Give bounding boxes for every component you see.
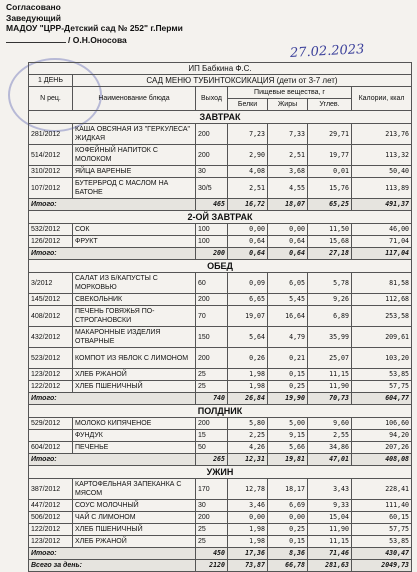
section-total-row [29,548,412,560]
recipe-number: 145/2012 [29,294,73,306]
dish-name: МАКАРОННЫЕ ИЗДЕЛИЯ ОТВАРНЫЕ [73,327,196,348]
proteins-value: 2,51 [228,178,268,199]
section-title: УЖИН [29,466,412,479]
table-row [29,479,412,500]
recipe-number: 432/2012 [29,327,73,348]
approval-title: Согласовано [6,2,61,12]
carbs-value: 34,86 [308,442,352,454]
table-row [29,224,412,236]
recipe-number: 123/2012 [29,536,73,548]
fats-value: 3,68 [268,166,308,178]
carbs-value: 6,89 [308,306,352,327]
total-proteins: 17,36 [228,548,268,560]
dish-name: ПЕЧЕНЬЕ [73,442,196,454]
calories-value: 112,68 [352,294,412,306]
proteins-value: 2,90 [228,145,268,166]
total-proteins: 0,64 [228,248,268,260]
col-carbs: Углев. [308,99,352,111]
section-title: ОБЕД [29,260,412,273]
total-fats: 19,81 [268,454,308,466]
table-row [29,178,412,199]
fats-value: 16,64 [268,306,308,327]
proteins-value: 4,08 [228,166,268,178]
recipe-number: 529/2012 [29,418,73,430]
fats-value: 0,25 [268,381,308,393]
calories-value: 81,58 [352,273,412,294]
carbs-value: 11,90 [308,524,352,536]
section-title: 2-ОЙ ЗАВТРАК [29,211,412,224]
menu-body [29,111,412,572]
recipe-number: 126/2012 [29,236,73,248]
calories-value: 57,75 [352,524,412,536]
day-label: 1 ДЕНЬ [29,75,73,87]
proteins-value: 12,78 [228,479,268,500]
proteins-value: 1,98 [228,524,268,536]
col-recipe: N рец. [29,87,73,111]
dish-name: СОК [73,224,196,236]
dish-name: ХЛЕБ РЖАНОЙ [73,536,196,548]
recipe-number: 122/2012 [29,524,73,536]
dish-output: 25 [196,524,228,536]
calories-value: 71,04 [352,236,412,248]
approval-block [6,2,183,45]
dish-name: КОМПОТ ИЗ ЯБЛОК С ЛИМОНОМ [73,348,196,369]
fats-value: 0,00 [268,512,308,524]
carbs-value: 19,77 [308,145,352,166]
proteins-value: 0,00 [228,224,268,236]
section-title: ПОЛДНИК [29,405,412,418]
fats-value: 0,15 [268,536,308,548]
calories-value: 103,20 [352,348,412,369]
fats-value: 5,66 [268,442,308,454]
total-output: 465 [196,199,228,211]
calories-value: 57,75 [352,381,412,393]
dish-name: СОУС МОЛОЧНЫЙ [73,500,196,512]
approval-position: Заведующий [6,12,62,23]
section-total-row [29,454,412,466]
dish-output: 200 [196,124,228,145]
dish-output: 200 [196,348,228,369]
dish-output: 200 [196,145,228,166]
calories-value: 228,41 [352,479,412,500]
total-output: 450 [196,548,228,560]
menu-table [28,62,412,572]
recipe-number [29,430,73,442]
grand-total-calories: 2049,73 [352,560,412,572]
carbs-value: 2,55 [308,430,352,442]
dish-output: 30/5 [196,178,228,199]
recipe-number: 447/2012 [29,500,73,512]
recipe-number: 408/2012 [29,306,73,327]
total-calories: 430,47 [352,548,412,560]
section-header [29,466,412,479]
total-carbs: 47,01 [308,454,352,466]
fats-value: 0,00 [268,224,308,236]
proteins-value: 1,98 [228,369,268,381]
dish-name: ПЕЧЕНЬ ГОВЯЖЬЯ ПО-СТРОГАНОВСКИ [73,306,196,327]
grand-total-row [29,560,412,572]
calories-value: 113,32 [352,145,412,166]
approval-name: / О.Н.Оносова [68,34,127,45]
section-total-row [29,199,412,211]
proteins-value: 0,64 [228,236,268,248]
table-row [29,294,412,306]
calories-value: 53,85 [352,369,412,381]
dish-name: ЧАЙ С ЛИМОНОМ [73,512,196,524]
total-carbs: 65,25 [308,199,352,211]
calories-value: 94,20 [352,430,412,442]
dish-output: 200 [196,512,228,524]
dish-output: 200 [196,418,228,430]
table-row [29,306,412,327]
dish-name: БУТЕРБРОД С МАСЛОМ НА БАТОНЕ [73,178,196,199]
total-label: Итого: [29,199,196,211]
total-calories: 408,08 [352,454,412,466]
carbs-value: 35,99 [308,327,352,348]
calories-value: 209,61 [352,327,412,348]
dish-output: 100 [196,236,228,248]
grand-total-output: 2120 [196,560,228,572]
total-output: 200 [196,248,228,260]
carbs-value: 9,26 [308,294,352,306]
grand-total-label: Всего за день: [29,560,196,572]
dish-name: ЯЙЦА ВАРЕНЫЕ [73,166,196,178]
total-label: Итого: [29,393,196,405]
fats-value: 18,17 [268,479,308,500]
proteins-value: 7,23 [228,124,268,145]
calories-value: 50,40 [352,166,412,178]
carbs-value: 3,43 [308,479,352,500]
recipe-number: 310/2012 [29,166,73,178]
grand-total-carbs: 281,63 [308,560,352,572]
recipe-number: 281/2012 [29,124,73,145]
signature-line [6,34,66,43]
grand-total-proteins: 73,87 [228,560,268,572]
handwritten-date: 27.02.2023 [289,42,365,61]
total-output: 265 [196,454,228,466]
fats-value: 0,21 [268,348,308,369]
proteins-value: 5,80 [228,418,268,430]
dish-output: 60 [196,273,228,294]
carbs-value: 15,04 [308,512,352,524]
table-row [29,430,412,442]
calories-value: 207,26 [352,442,412,454]
dish-name: МОЛОКО КИПЯЧЕНОЕ [73,418,196,430]
calories-value: 253,58 [352,306,412,327]
proteins-value: 4,26 [228,442,268,454]
dish-name: САЛАТ ИЗ Б/КАПУСТЫ С МОРКОВЬЮ [73,273,196,294]
carbs-value: 9,60 [308,418,352,430]
dish-name: ХЛЕБ РЖАНОЙ [73,369,196,381]
total-carbs: 70,73 [308,393,352,405]
dish-output: 150 [196,327,228,348]
carbs-value: 15,68 [308,236,352,248]
calories-value: 106,60 [352,418,412,430]
carbs-value: 11,15 [308,536,352,548]
recipe-number: 523/2012 [29,348,73,369]
calories-value: 46,00 [352,224,412,236]
fats-value: 5,00 [268,418,308,430]
calories-value: 113,89 [352,178,412,199]
table-row [29,348,412,369]
fats-value: 5,45 [268,294,308,306]
dish-name: ХЛЕБ ПШЕНИЧНЫЙ [73,524,196,536]
carbs-value: 5,78 [308,273,352,294]
calories-value: 111,40 [352,500,412,512]
dish-output: 30 [196,166,228,178]
recipe-number: 3/2012 [29,273,73,294]
total-proteins: 12,31 [228,454,268,466]
table-row [29,124,412,145]
col-proteins: Белки [228,99,268,111]
dish-name: СВЕКОЛЬНИК [73,294,196,306]
calories-value: 60,15 [352,512,412,524]
dish-output: 170 [196,479,228,500]
table-row [29,500,412,512]
dish-output: 25 [196,536,228,548]
proteins-value: 3,46 [228,500,268,512]
fats-value: 9,15 [268,430,308,442]
section-header [29,260,412,273]
carbs-value: 25,07 [308,348,352,369]
carbs-value: 0,01 [308,166,352,178]
total-fats: 0,64 [268,248,308,260]
table-row [29,166,412,178]
col-output: Выход [196,87,228,111]
table-row [29,327,412,348]
recipe-number: 122/2012 [29,381,73,393]
fats-value: 2,51 [268,145,308,166]
fats-value: 0,64 [268,236,308,248]
total-calories: 604,77 [352,393,412,405]
proteins-value: 2,25 [228,430,268,442]
dish-name: ХЛЕБ ПШЕНИЧНЫЙ [73,381,196,393]
total-fats: 19,90 [268,393,308,405]
fats-value: 0,25 [268,524,308,536]
table-row [29,418,412,430]
col-fats: Жиры [268,99,308,111]
calories-value: 53,85 [352,536,412,548]
recipe-number: 514/2012 [29,145,73,166]
recipe-number: 506/2012 [29,512,73,524]
carbs-value: 11,90 [308,381,352,393]
proteins-value: 5,64 [228,327,268,348]
fats-value: 4,79 [268,327,308,348]
total-proteins: 26,84 [228,393,268,405]
fats-value: 7,33 [268,124,308,145]
table-row [29,524,412,536]
col-nutrients: Пищевые вещества, г [228,87,352,99]
total-calories: 491,37 [352,199,412,211]
proteins-value: 0,26 [228,348,268,369]
carbs-value: 9,33 [308,500,352,512]
dish-name: КОФЕЙНЫЙ НАПИТОК С МОЛОКОМ [73,145,196,166]
grand-total-fats: 66,78 [268,560,308,572]
section-total-row [29,393,412,405]
col-calories: Калории, ккал [352,87,412,111]
proteins-value: 1,98 [228,381,268,393]
dish-output: 50 [196,442,228,454]
carbs-value: 11,50 [308,224,352,236]
section-title: ЗАВТРАК [29,111,412,124]
dish-name: ФРУКТ [73,236,196,248]
table-row [29,236,412,248]
proteins-value: 6,65 [228,294,268,306]
dish-output: 70 [196,306,228,327]
calories-value: 213,76 [352,124,412,145]
table-row [29,273,412,294]
section-header [29,405,412,418]
dish-output: 25 [196,381,228,393]
fats-value: 4,55 [268,178,308,199]
total-proteins: 16,72 [228,199,268,211]
total-fats: 8,36 [268,548,308,560]
fats-value: 6,05 [268,273,308,294]
total-label: Итого: [29,548,196,560]
dish-output: 100 [196,224,228,236]
section-header [29,111,412,124]
section-header [29,211,412,224]
proteins-value: 0,00 [228,512,268,524]
carbs-value: 15,76 [308,178,352,199]
proteins-value: 19,07 [228,306,268,327]
proteins-value: 0,09 [228,273,268,294]
fats-value: 6,69 [268,500,308,512]
recipe-number: 604/2012 [29,442,73,454]
proteins-value: 1,98 [228,536,268,548]
dish-name: ФУНДУК [73,430,196,442]
recipe-number: 387/2012 [29,479,73,500]
carbs-value: 29,71 [308,124,352,145]
carbs-value: 11,15 [308,369,352,381]
menu-title: САД МЕНЮ ТУБИНТОКСИКАЦИЯ (дети от 3-7 лет) [73,75,412,87]
table-row [29,442,412,454]
recipe-number: 123/2012 [29,369,73,381]
total-carbs: 27,18 [308,248,352,260]
dish-output: 25 [196,369,228,381]
dish-name: КАША ОВСЯНАЯ ИЗ "ГЕРКУЛЕСА" ЖИДКАЯ [73,124,196,145]
col-dish: Наименование блюда [73,87,196,111]
total-fats: 18,07 [268,199,308,211]
table-row [29,536,412,548]
table-row [29,145,412,166]
table-row [29,369,412,381]
approval-organization: МАДОУ "ЦРР-Детский сад № 252" г.Перми [6,23,183,33]
table-row [29,381,412,393]
dish-name: КАРТОФЕЛЬНАЯ ЗАПЕКАНКА С МЯСОМ [73,479,196,500]
company-name: ИП Бабкина Ф.С. [29,63,412,75]
fats-value: 0,15 [268,369,308,381]
recipe-number: 532/2012 [29,224,73,236]
total-label: Итого: [29,454,196,466]
dish-output: 30 [196,500,228,512]
total-calories: 117,04 [352,248,412,260]
recipe-number: 107/2012 [29,178,73,199]
total-label: Итого: [29,248,196,260]
dish-output: 15 [196,430,228,442]
section-total-row [29,248,412,260]
total-carbs: 71,46 [308,548,352,560]
dish-output: 200 [196,294,228,306]
table-row [29,512,412,524]
total-output: 740 [196,393,228,405]
approval-signature [6,34,183,46]
